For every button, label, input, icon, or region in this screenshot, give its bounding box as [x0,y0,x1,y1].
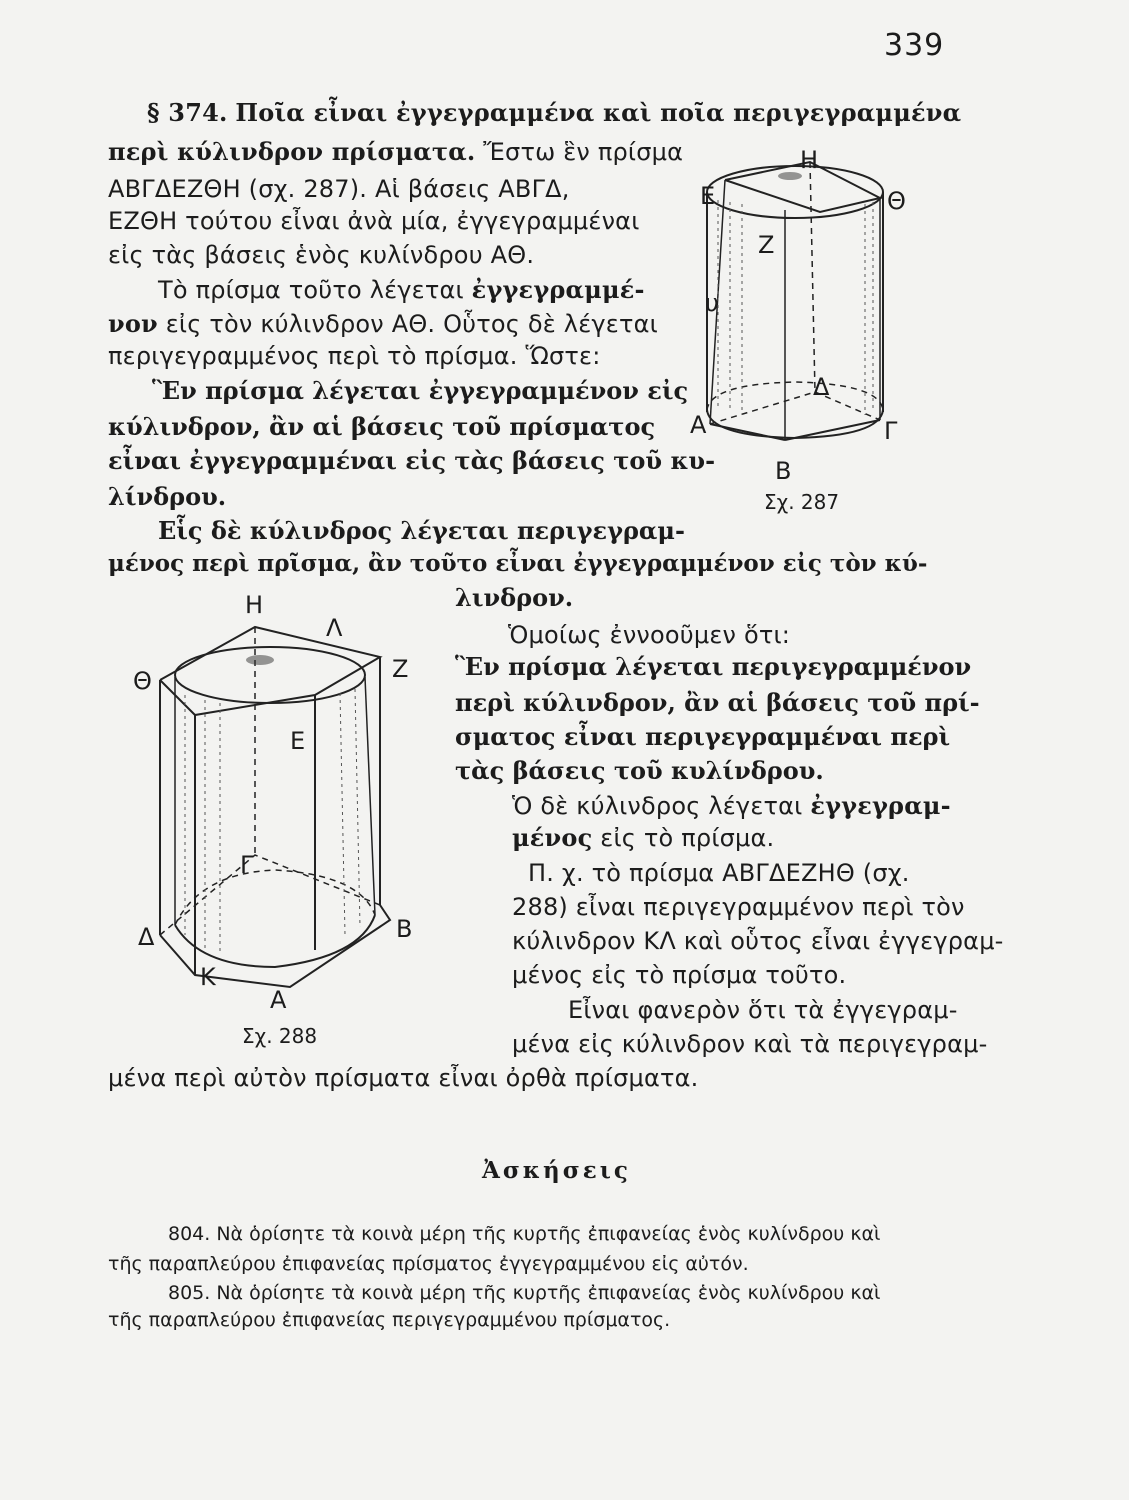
p5-line2: 288) εἶναι περιγεγραμμένον περὶ τὸν [512,893,965,921]
fig288-label-K: Κ [200,963,216,991]
exercises-title: Ἀσκήσεις [482,1157,631,1184]
fig287-label-Th: Θ [887,187,906,215]
fig288-label-A: Α [270,986,287,1014]
fig287-label-A: Α [690,411,707,439]
fig288-label-H: Η [245,591,264,619]
fig287-edge-BG [785,420,880,440]
p1-line4: εἰς τὰς βάσεις ἑνὸς κυλίνδρου ΑΘ. [108,241,535,269]
p1-line3: ΕΖΘΗ τούτου εἶναι ἀνὰ μία, ἐγγεγραμμέναι [108,207,640,235]
p4-line2-text: εἰς τὸ πρίσμα. [592,824,775,852]
exercise-805-line2: τῆς παραπλεύρου ἐπιφανείας περιγεγραμμένου πρίσματος. [108,1309,671,1331]
p4-line1 [512,791,951,821]
fig288-label-D: Δ [138,923,155,951]
p4-line1-text: Ὁ δὲ κύλινδρος λέγεται [512,792,811,820]
fig287-edge-HD [810,162,815,392]
definition2-line3: λινδρον. [455,583,574,612]
fig287-label-D: Δ [813,373,830,401]
definition2-line2: μένος περὶ πρῖσμα, ἂν τοῦτο εἶναι ἐγγεγραμμένον εἰς τὸν κύ- [108,550,928,577]
p2-line3: περιγεγραμμένος περὶ τὸ πρίσμα. Ὥστε: [108,342,601,370]
p1-line1-tail: Ἔστω ἓν πρίσμα [483,138,684,166]
fig287-bottom-back [707,382,883,410]
page-number: 339 [884,28,945,63]
fig287-label-B: Β [775,457,792,485]
p4-line1-bold: ἐγγεγραμ- [810,791,951,820]
fig288-label-G: Γ [240,851,254,879]
fig288-top-base [160,627,380,715]
p1-line2: ΑΒΓΔΕΖΘΗ (σχ. 287). Αἱ βάσεις ΑΒΓΔ, [108,175,570,203]
fig288-bottom-back [160,855,380,935]
p4-line2 [512,823,774,853]
fig287-label-G: Γ [884,417,898,445]
p2-line1 [158,275,645,305]
p2-line1-text: Τὸ πρίσμα τοῦτο λέγεται [158,276,472,304]
p6-line3: μένα περὶ αὐτὸν πρίσματα εἶναι ὀρθὰ πρίσματα. [108,1064,699,1092]
fig287-label-u: υ [705,289,719,317]
p6-line2: μένα εἰς κύλινδρον καὶ τὰ περιγεγραμ- [512,1030,988,1058]
section-title-part1: Ποῖα εἶναι ἐγγεγραμμένα καὶ ποῖα περιγεγραμμένα [235,98,962,127]
exercise-804-line2: τῆς παραπλεύρου ἐπιφανείας πρίσματος ἐγγεγραμμένου εἰς αὐτόν. [108,1253,749,1275]
definition3-line3: σματος εἶναι περιγεγραμμέναι περὶ [455,722,951,751]
section-title-part2: περὶ κύλινδρον πρίσματα. [108,137,476,166]
definition3-line1: Ἓν πρίσμα λέγεται περιγεγραμμένον [455,652,972,681]
p2-line2 [108,309,658,339]
definition1-line3: εἶναι ἐγγεγραμμέναι εἰς τὰς βάσεις τοῦ κυ- [108,446,716,475]
section-number: § 374. [147,98,228,127]
fig287-edge-AD [710,392,815,424]
fig288-label-L: Λ [326,614,343,642]
p2-line2-bold: νον [108,309,158,338]
fig288-cyl-right [365,677,375,915]
definition3-line4: τὰς βάσεις τοῦ κυλίνδρου. [455,756,824,785]
p2-line2-text: εἰς τὸν κύλινδρον ΑΘ. Οὗτος δὲ λέγεται [157,310,658,338]
p5-line1: Π. χ. τὸ πρίσμα ΑΒΓΔΕΖΗΘ (σχ. [528,859,910,887]
definition3-line2: περὶ κύλινδρον, ἂν αἱ βάσεις τοῦ πρί- [455,688,980,717]
p6-line1: Εἶναι φανερὸν ὅτι τὰ ἐγγεγραμ- [568,996,958,1024]
p3-line1: Ὁμοίως ἐννοοῦμεν ὅτι: [508,621,791,649]
exercise-805-line1: 805. Νὰ ὁρίσητε τὰ κοινὰ μέρη τῆς κυρτῆς ἐπιφανείας ἑνὸς κυλίνδρου καὶ [168,1282,881,1304]
p5-line4: μένος εἰς τὸ πρίσμα τοῦτο. [512,961,847,989]
fig287-edge-AB [710,424,785,440]
definition1-line1: Ἓν πρίσμα λέγεται ἐγγεγραμμένον εἰς [152,376,689,405]
fig288-top-ellipse [175,647,365,703]
exercise-804-line1: 804. Νὰ ὁρίσητε τὰ κοινὰ μέρη τῆς κυρτῆς ἐπιφανείας ἑνὸς κυλίνδρου καὶ [168,1223,881,1245]
p5-line3: κύλινδρον ΚΛ καὶ οὗτος εἶναι ἐγγεγραμ- [512,927,1004,955]
definition1-line2: κύλινδρον, ἂν αἱ βάσεις τοῦ πρίσματος [108,412,656,441]
fig287-label-Z: Ζ [758,231,775,259]
fig287-label-H: Η [800,146,819,174]
fig288-label-E: Ε [290,727,306,755]
fig288-caption: Σχ. 288 [242,1024,318,1048]
definition2-line1: Εἷς δὲ κύλινδρος λέγεται περιγεγραμ- [158,516,685,545]
section-heading [147,98,961,128]
fig288-label-Z: Ζ [392,655,409,683]
p2-line1-bold: ἐγγεγραμμέ- [471,275,645,304]
section-heading-line2 [108,137,683,167]
p4-line2-bold: μένος [512,823,593,852]
fig288-label-Th: Θ [133,667,152,695]
fig287-caption: Σχ. 287 [764,490,840,514]
definition1-line4: λίνδρου. [108,482,227,511]
fig288-label-B: Β [396,915,413,943]
fig287-label-E: Ε [700,182,716,210]
